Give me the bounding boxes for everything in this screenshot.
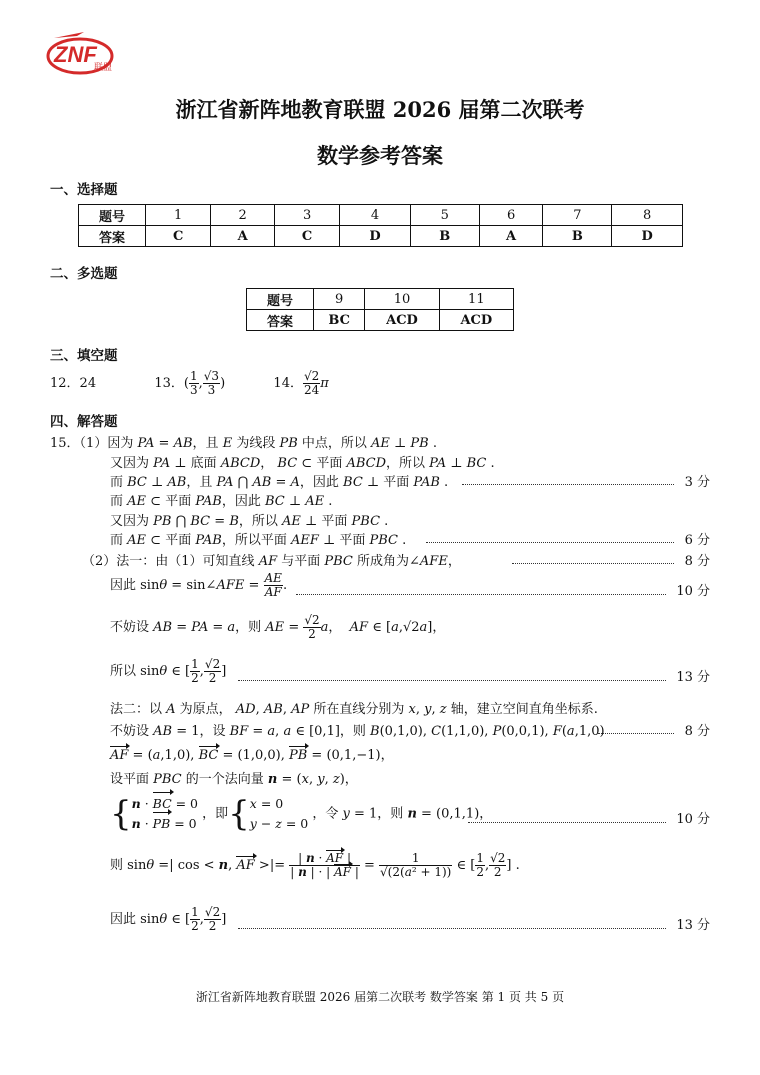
solution-line: 则 sinθ =| cos < n, AF >|= $\frac{| n \cdot AF |}{| n | \cdot | AF |}$ = $\frac{1}{\text{√(2(a² + 1))}}$ ∈ [ $\frac{1}{2}$ , $\frac{√2}{2}$ ] . <box>110 851 520 880</box>
leader-dots <box>296 594 666 595</box>
leader-dots <box>468 822 666 823</box>
table-cell: C <box>274 226 339 247</box>
table-row <box>247 289 514 310</box>
solution-line: 15．（1）因为 PA = AB，且 E 为线段 PB 中点，所以 AE ⊥ PB . <box>50 436 437 451</box>
page-title: 浙江省新阵地教育联盟 2026 届第二次联考 <box>175 97 585 122</box>
table-cell: 2 <box>211 205 275 226</box>
leader-dots <box>426 542 674 543</box>
table-cell: A <box>211 226 275 247</box>
part2-label: （2） <box>82 554 117 569</box>
table-cell: 3 <box>274 205 339 226</box>
table-cell: D <box>612 226 683 247</box>
fill-answers: 12．24 13．( $\frac{1}{3}$ , $\frac{√3}{3}$ ) 14． $\frac{√2}{24}$ π <box>50 369 329 398</box>
q15-label: 15． <box>50 436 80 451</box>
solution-line: 不妨设 AB = 1，设 BF = a, a ∈ [0,1]，则 B(0,1,0), C(1,1,0), P(0,0,1), F(a,1,0) <box>110 724 605 739</box>
score-mark: 6 分 <box>684 533 710 548</box>
table-cell: BC <box>314 310 365 331</box>
solution-line: 又因为 PA ⊥ 底面 ABCD， BC ⊂ 平面 ABCD，所以 PA ⊥ BC . <box>110 456 495 471</box>
solution-line: 不妨设 AB = PA = a，则 AE = $\frac{√2}{2}$ a， AF ∈ [a,√2a]， <box>110 613 446 642</box>
table-cell: 1 <box>146 205 211 226</box>
q12-label: 12． <box>50 376 80 392</box>
table-cell: 4 <box>340 205 411 226</box>
solution-line: {n · BC = 0 n · PB = 0 ，即{x = 0 y − z = 0 ，令 y = 1，则 n = (0,1,1)， <box>110 794 493 834</box>
score-mark: 10 分 <box>676 812 710 827</box>
solution-line: （2）法一：由（1）可知直线 AF 与平面 PBC 所成角为∠AFE， <box>82 554 461 569</box>
solution-line: AF = (a,1,0), BC = (1,0,0), PB = (0,1,−1)， <box>110 748 394 763</box>
solution-line: 因此 sinθ = sin∠AFE = $\frac{AE}{AF}$ . <box>110 571 288 600</box>
table-cell: 5 <box>410 205 479 226</box>
leader-dots <box>238 928 666 929</box>
page-footer: 浙江省新阵地教育联盟 2026 届第二次联考 数学答案 第 1 页 共 5 页 <box>195 990 565 1004</box>
score-mark: 8 分 <box>684 554 710 569</box>
row-label: 题号 <box>247 289 314 310</box>
solution-line: 设平面 PBC 的一个法向量 n = (x, y, z)， <box>110 772 358 787</box>
table-cell: 9 <box>314 289 365 310</box>
score-mark: 10 分 <box>676 584 710 599</box>
znf-logo <box>44 28 120 78</box>
row-label: 答案 <box>79 226 146 247</box>
table-cell: 8 <box>612 205 683 226</box>
solution-line: 而 BC ⊥ AB，且 PA ⋂ AB = A，因此 BC ⊥ 平面 PAB . <box>110 475 449 490</box>
table-cell: 7 <box>543 205 612 226</box>
solution-line: 因此 sinθ ∈ [ $\frac{1}{2}$ , $\frac{√2}{2}$ ] <box>110 905 227 934</box>
table-cell: D <box>340 226 411 247</box>
section-heading-multi: 二、多选题 <box>50 266 118 282</box>
table-cell: B <box>410 226 479 247</box>
leader-dots <box>598 733 674 734</box>
q14-label: 14． <box>273 376 303 392</box>
q13-label: 13． <box>154 376 184 392</box>
table-cell: ACD <box>365 310 439 331</box>
table-row <box>247 310 514 331</box>
solution-line: 而 AE ⊂ 平面 PAB，所以平面 AEF ⊥ 平面 PBC . <box>110 533 407 548</box>
solution-line: 法二：以 A 为原点， AD, AB, AP 所在直线分别为 x, y, z 轴，建立空间直角坐标系. <box>110 702 598 717</box>
section-heading-choice: 一、选择题 <box>50 182 118 198</box>
table-cell: B <box>543 226 612 247</box>
table-cell: 11 <box>439 289 513 310</box>
section-heading-solve: 四、解答题 <box>50 414 118 430</box>
table-cell: A <box>479 226 543 247</box>
solution-line: 又因为 PB ⋂ BC = B，所以 AE ⊥ 平面 PBC . <box>110 514 389 529</box>
row-label: 答案 <box>247 310 314 331</box>
table-cell: 6 <box>479 205 543 226</box>
table-cell: ACD <box>439 310 513 331</box>
page-subtitle: 数学参考答案 <box>317 143 443 168</box>
table-row <box>79 205 683 226</box>
section-heading-fill: 三、填空题 <box>50 348 118 364</box>
table-cell: 10 <box>365 289 439 310</box>
logo-label: 联盟 <box>94 63 113 73</box>
row-label: 题号 <box>79 205 146 226</box>
score-mark: 13 分 <box>676 918 710 933</box>
leader-dots <box>238 680 666 681</box>
score-mark: 3 分 <box>684 475 710 490</box>
svg-text:ZNF: ZNF <box>54 42 97 67</box>
q12-value: 24 <box>79 376 97 392</box>
score-mark: 8 分 <box>684 724 710 739</box>
choice-answer-table <box>78 204 683 247</box>
multi-answer-table <box>246 288 514 331</box>
table-cell: C <box>146 226 211 247</box>
leader-dots <box>512 563 674 564</box>
leader-dots <box>462 484 674 485</box>
part1-label: （1） <box>79 436 108 451</box>
score-mark: 13 分 <box>676 670 710 685</box>
solution-line: 所以 sinθ ∈ [ $\frac{1}{2}$ , $\frac{√2}{2}$ ] <box>110 657 227 686</box>
table-row <box>79 226 683 247</box>
solution-line: 而 AE ⊂ 平面 PAB，因此 BC ⊥ AE . <box>110 494 333 509</box>
